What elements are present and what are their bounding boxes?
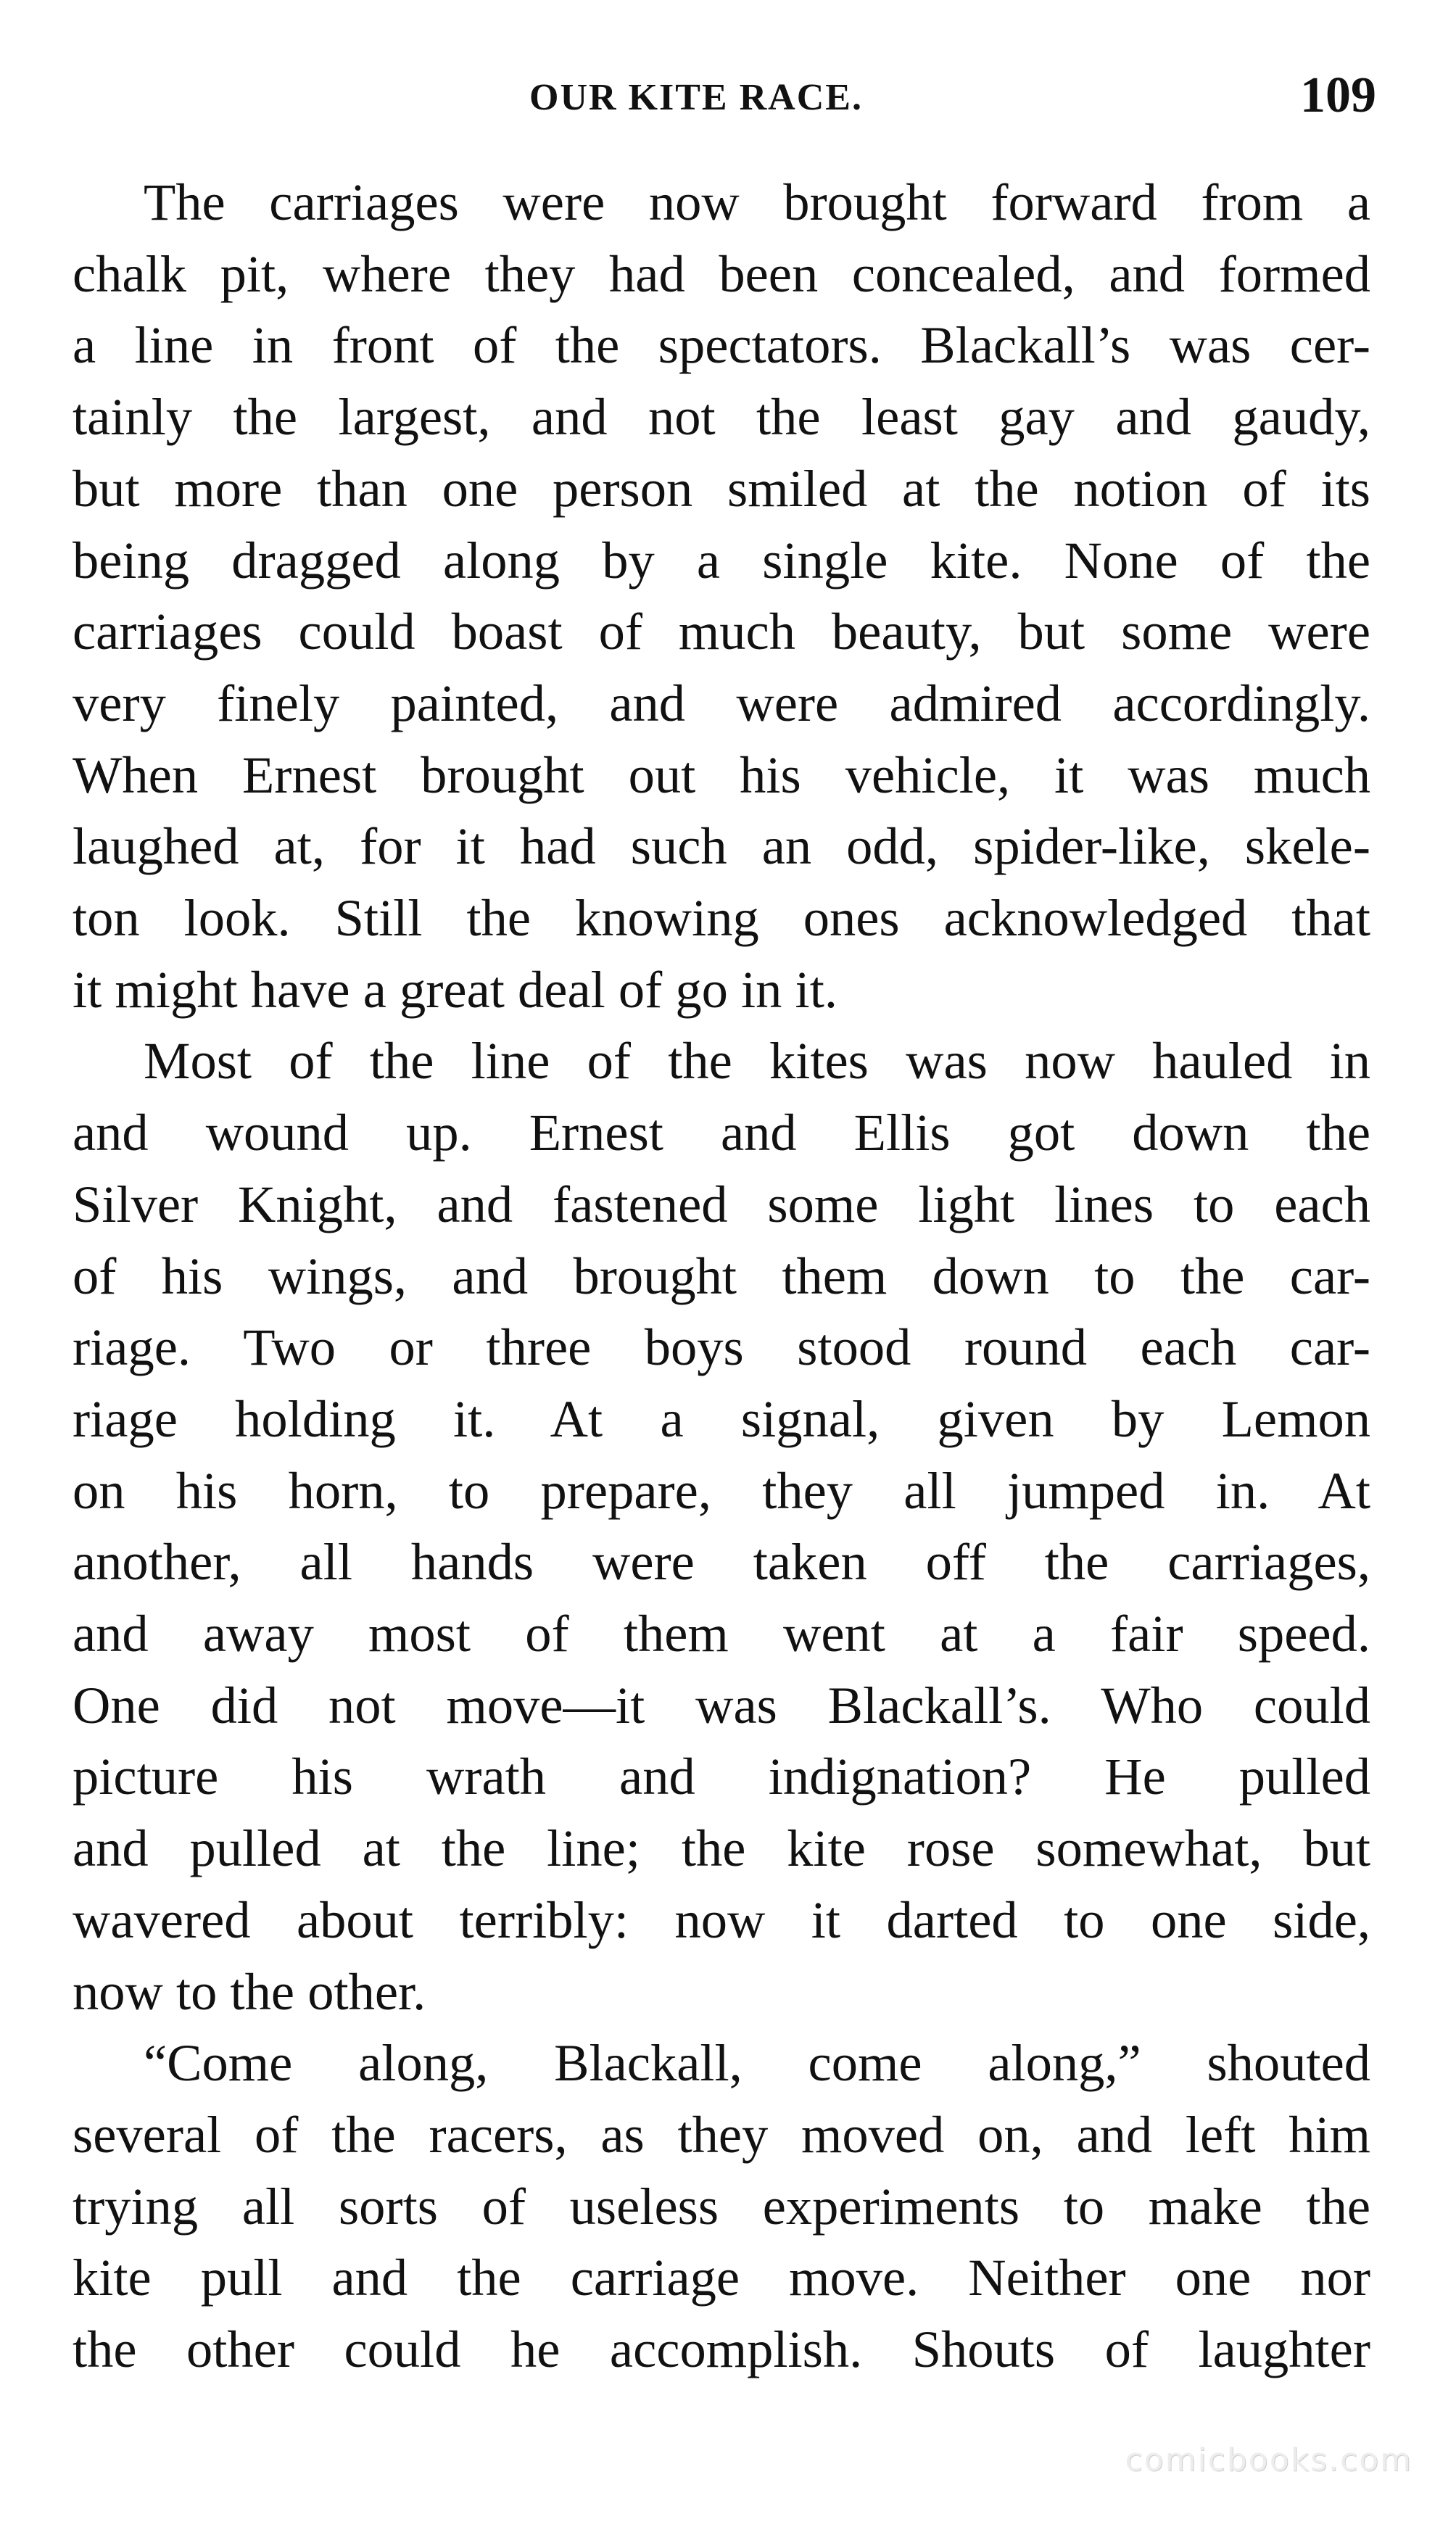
text-line: and away most of them went at a fair speed. — [73, 1604, 1370, 1663]
text-line: it might have a great deal of go in it. — [73, 959, 837, 1019]
watermark: comicbooks.com — [1125, 2442, 1412, 2478]
paragraph-1 — [73, 167, 1370, 1025]
text-line: riage. Two or three boys stood round each car- — [73, 1318, 1370, 1377]
text-line: kite pull and the carriage move. Neither one nor — [73, 2248, 1370, 2307]
text-line: Most of the line of the kites was now hauled in — [144, 1031, 1370, 1091]
text-line: The carriages were now brought forward from a — [144, 173, 1370, 231]
text-line: wavered about terribly: now it darted to one side, — [73, 1890, 1370, 1949]
text-line: tainly the largest, and not the least gay and gaudy, — [73, 387, 1370, 447]
text-line: on his horn, to prepare, they all jumped in. At — [73, 1460, 1370, 1520]
text-line: being dragged along by a single kite. None of the — [73, 530, 1370, 590]
paragraph-3 — [73, 2027, 1370, 2386]
text-line: and pulled at the line; the kite rose somewhat, but — [73, 1819, 1370, 1878]
text-line: When Ernest brought out his vehicle, it was much — [73, 745, 1370, 804]
running-title: OUR KITE RACE. — [529, 77, 863, 118]
text-line: picture his wrath and indignation? He pulled — [73, 1747, 1370, 1806]
text-line: and wound up. Ernest and Ellis got down the — [73, 1103, 1370, 1162]
text-line: another, all hands were taken off the carriages, — [73, 1532, 1370, 1592]
text-line: now to the other. — [73, 1961, 426, 2021]
page-number: 109 — [1300, 67, 1376, 123]
text-line: One did not move—it was Blackall’s. Who could — [73, 1675, 1370, 1735]
text-line: laughed at, for it had such an odd, spider-like, skele- — [73, 816, 1370, 876]
text-line: but more than one person smiled at the notion of its — [73, 458, 1370, 518]
paragraph-2 — [73, 1025, 1370, 2027]
text-line: very finely painted, and were admired accordingly. — [73, 673, 1370, 732]
text-line: chalk pit, where they had been concealed, and formed — [73, 244, 1370, 303]
body-text — [73, 167, 1370, 2386]
text-line: of his wings, and brought them down to the car- — [73, 1246, 1370, 1305]
text-line: several of the racers, as they moved on, and left him — [73, 2104, 1370, 2164]
text-line: riage holding it. At a signal, given by Lemon — [73, 1389, 1370, 1448]
text-line: carriages could boast of much beauty, but some were — [73, 602, 1370, 661]
text-line: the other could he accomplish. Shouts of laughter — [73, 2320, 1370, 2379]
text-line: trying all sorts of useless experiments to make the — [73, 2176, 1370, 2236]
text-line: “Come along, Blackall, come along,” shouted — [144, 2033, 1370, 2093]
text-line: Silver Knight, and fastened some light lines to each — [73, 1174, 1370, 1233]
text-line: ton look. Still the knowing ones acknowledged that — [73, 888, 1370, 948]
text-line: a line in front of the spectators. Blackall’s was cer- — [73, 315, 1370, 375]
